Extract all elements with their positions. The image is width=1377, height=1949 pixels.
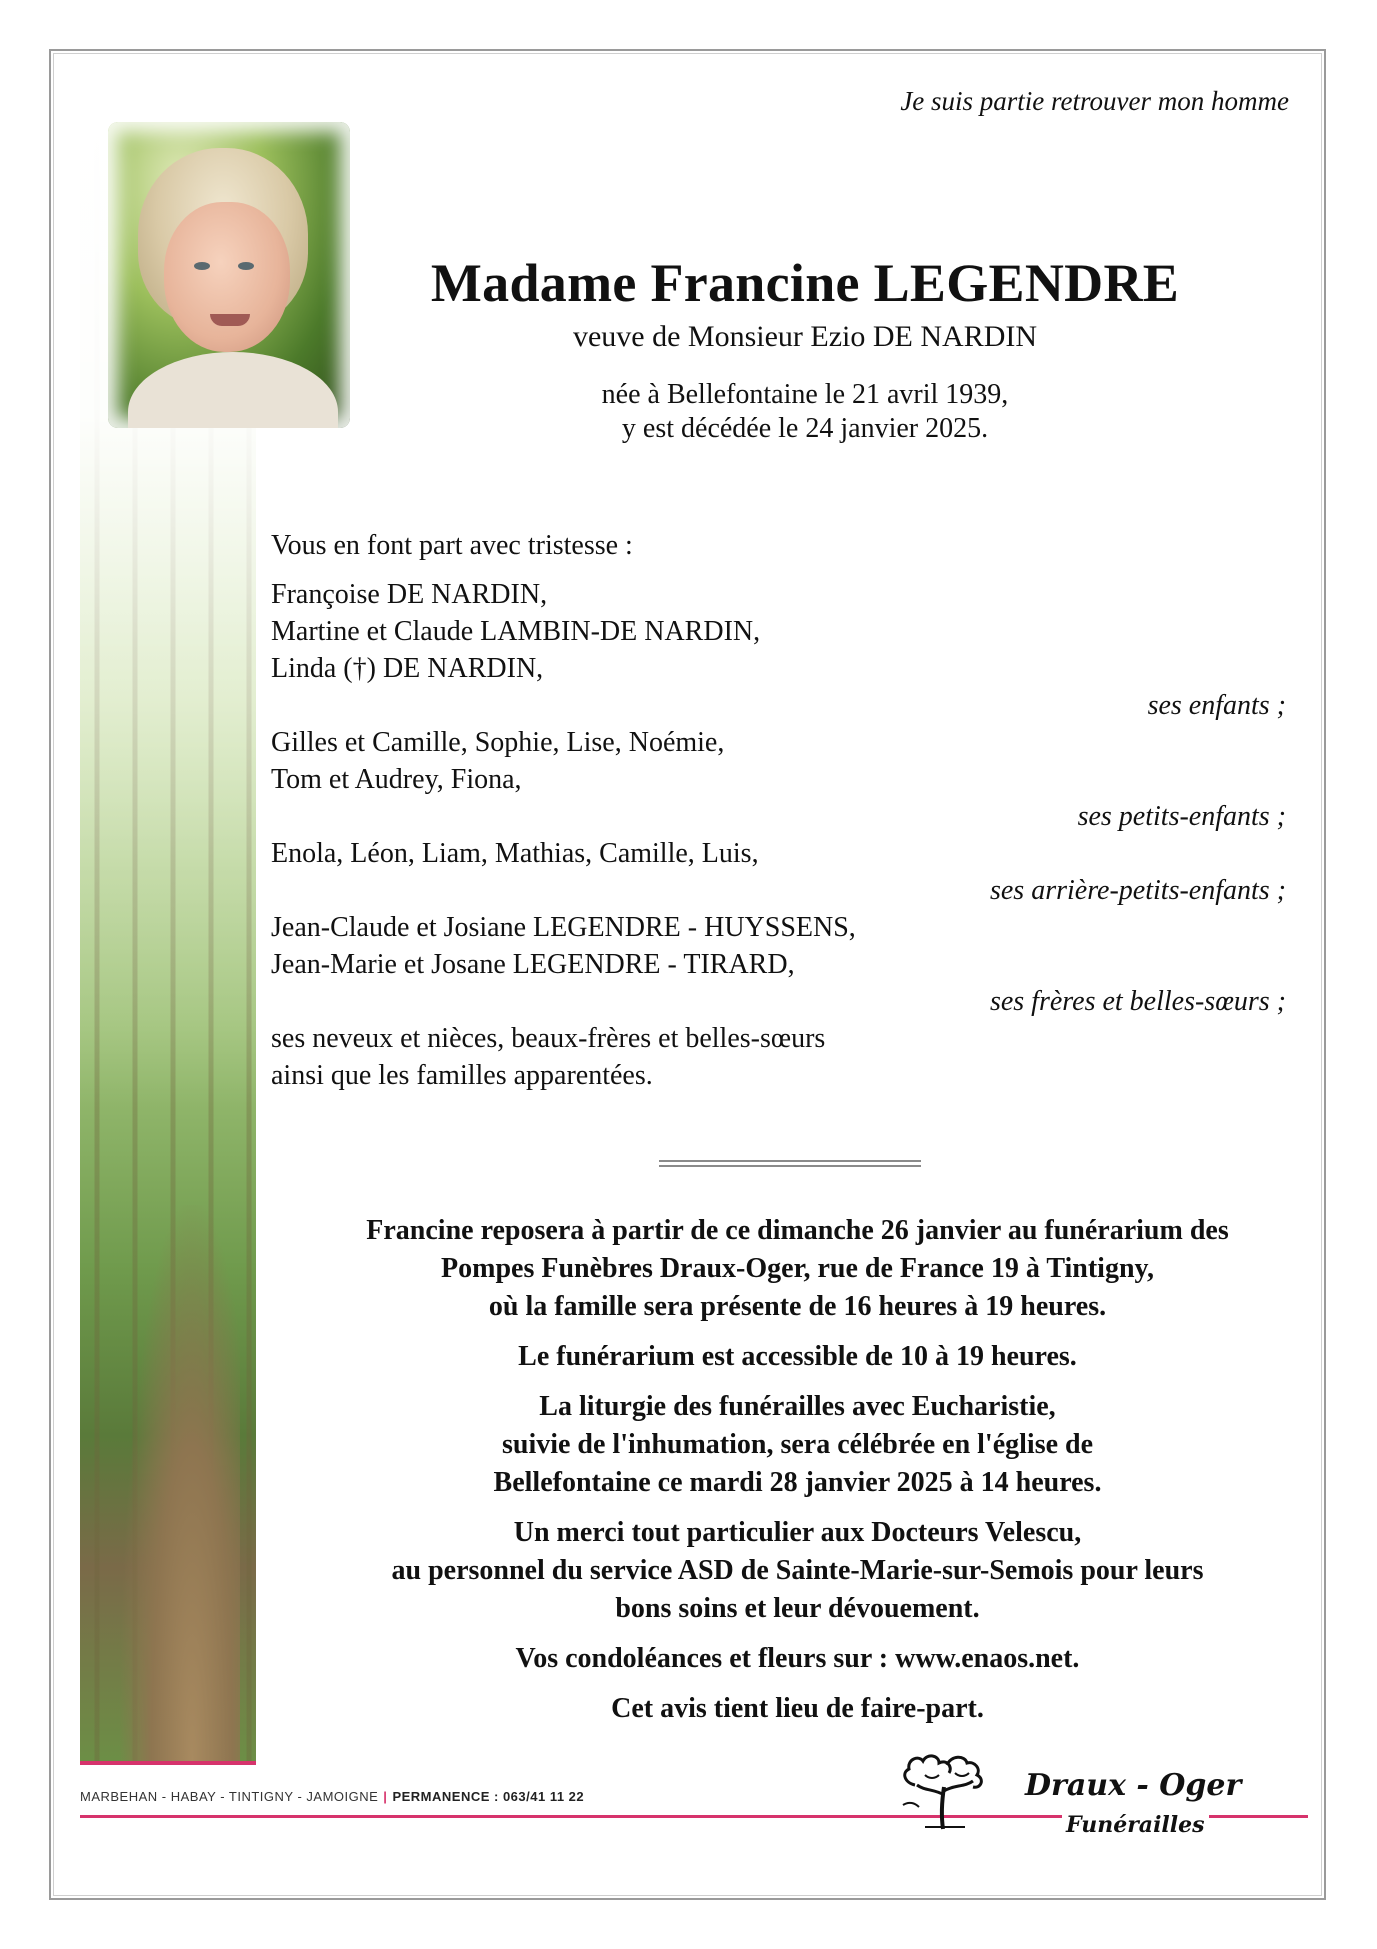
info-line: bons soins et leur dévouement. [615,1593,980,1624]
death-line: y est décédée le 24 janvier 2025. [621,413,989,444]
brand-subtitle: Funérailles [1062,1812,1209,1838]
family-line: Tom et Audrey, Fiona, [271,764,522,795]
birth-line: née à Bellefontaine le 21 avril 1939, [601,379,1009,410]
family-line: ses neveux et nièces, beaux-frères et belles-sœurs [271,1023,826,1054]
footer-separator: | [383,1789,388,1804]
family-intro: Vous en font part avec tristesse : [271,530,633,561]
tree-icon [895,1745,993,1830]
brand-name: Draux - Oger [1025,1768,1242,1803]
portrait-eye [238,262,254,270]
info-line: Bellefontaine ce mardi 28 janvier 2025 à 14 heures. [493,1467,1102,1498]
family-line: Jean-Marie et Josane LEGENDRE - TIRARD, [271,949,795,980]
info-line: La liturgie des funérailles avec Eucharistie, [539,1391,1056,1422]
forest-underline [80,1761,256,1765]
info-line: Un merci tout particulier aux Docteurs Velescu, [513,1517,1082,1548]
family-line: ainsi que les familles apparentées. [271,1060,653,1091]
portrait-mouth [210,314,250,326]
access-paragraph: Le funérarium est accessible de 10 à 19 heures. [518,1341,1077,1372]
relation-label: ses arrière-petits-enfants ; [989,875,1286,906]
birth-death-dates [330,378,1280,446]
section-divider [659,1160,921,1167]
family-line: Gilles et Camille, Sophie, Lise, Noémie, [271,727,725,758]
portrait-eye [194,262,210,270]
rest-paragraph [270,1212,1325,1326]
relation-label: ses petits-enfants ; [1077,801,1286,832]
locations-text: MARBEHAN - HABAY - TINTIGNY - JAMOIGNE [80,1789,379,1804]
portrait-body [128,352,338,428]
family-line: Enola, Léon, Liam, Mathias, Camille, Luis, [271,838,759,869]
family-line: Françoise DE NARDIN, [271,579,548,610]
portrait-photo [108,122,350,428]
family-list [271,527,1286,1094]
liturgy-paragraph [270,1388,1325,1502]
family-line: Martine et Claude LAMBIN-DE NARDIN, [271,616,761,647]
thanks-paragraph [270,1514,1325,1628]
funeral-info [270,1212,1325,1740]
info-line: Pompes Funèbres Draux-Oger, rue de France 19 à Tintigny, [441,1253,1154,1284]
epigraph: Je suis partie retrouver mon homme [900,86,1289,116]
widow-of: veuve de Monsieur Ezio DE NARDIN [572,320,1038,353]
notice-paragraph: Cet avis tient lieu de faire-part. [611,1693,984,1724]
info-line: au personnel du service ASD de Sainte-Marie-sur-Semois pour leurs [391,1555,1204,1586]
portrait-face [164,202,290,352]
family-line: Linda (†) DE NARDIN, [271,653,544,684]
footer-locations [80,1789,584,1804]
info-line: où la famille sera présente de 16 heures à 19 heures. [488,1291,1107,1322]
family-line: Jean-Claude et Josiane LEGENDRE - HUYSSENS, [271,912,856,943]
relation-label: ses enfants ; [1147,690,1286,721]
deceased-name: Madame Francine LEGENDRE [430,253,1180,313]
permanence-phone: PERMANENCE : 063/41 11 22 [392,1789,585,1804]
info-line: suivie de l'inhumation, sera célébrée en l'église de [501,1429,1094,1460]
condolences-paragraph: Vos condoléances et fleurs sur : www.enaos.net. [515,1643,1080,1674]
forest-path [120,1205,240,1765]
info-line: Francine reposera à partir de ce dimanche 26 janvier au funérarium des [366,1215,1229,1246]
relation-label: ses frères et belles-sœurs ; [989,986,1286,1017]
